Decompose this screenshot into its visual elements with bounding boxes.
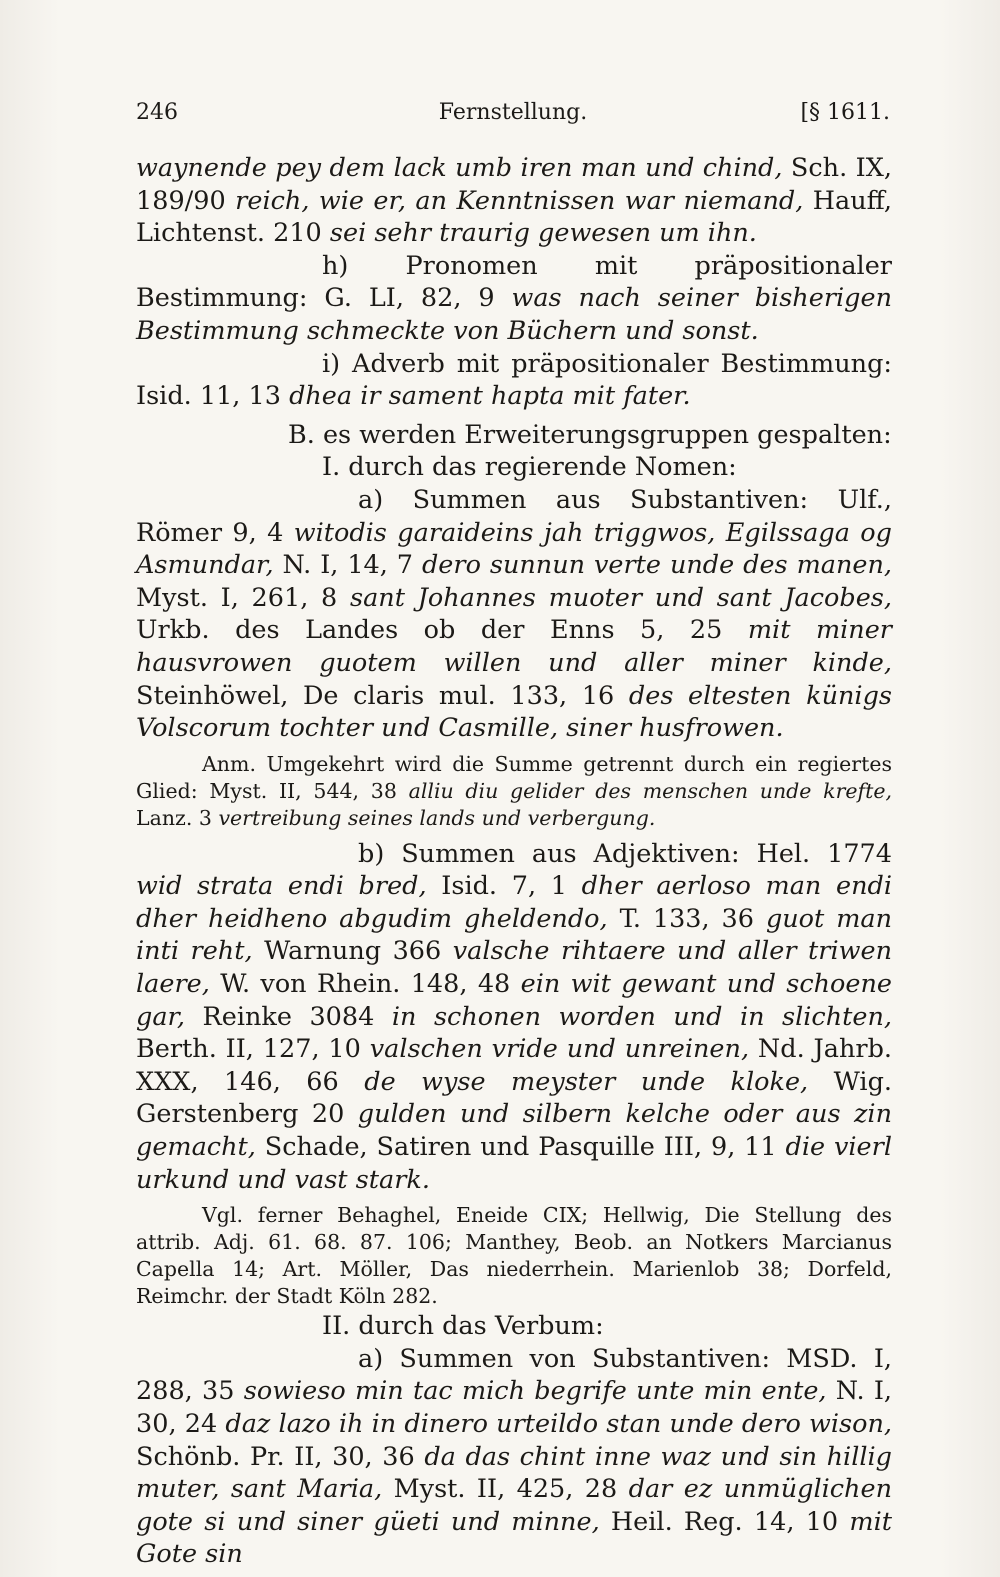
quotation-text: dar ez unmüglichen gote si und siner güeti und minne, (136, 1474, 892, 1537)
body-text: Hauff, Lichtenst. 210 (136, 185, 892, 249)
body-text: Myst. I, 261, 8 (136, 582, 350, 613)
body-text: B. es werden Erweiterungsgruppen gespalten: (288, 419, 892, 450)
body-text: b) Summen aus Adjektiven: Hel. 1774 (358, 838, 892, 869)
body-text: Vgl. ferner Behaghel, Eneide CIX; Hellwig, Die Stellung des attrib. Adj. 61. 68. 87. 106; Manthey, Beob. an Notkers Marcianus Capella 14; Art. Möller, Das niederrhein. Marienlob 38; Dorfeld, Reimchr. der Stadt Köln 282. (136, 1203, 892, 1309)
quotation-text: mit Gote sin (136, 1506, 892, 1570)
quotation-text: was nach seiner bisherigen Bestimmung schmeckte von Büchern und sonst. (136, 283, 892, 346)
body-text: I. durch das regierende Nomen: (322, 452, 737, 483)
body-text: Nd. Jahrb. XXX, 146, 66 (136, 1034, 893, 1097)
body-text: N. I, 14, 7 (273, 550, 422, 581)
paragraph (136, 451, 892, 484)
paragraph (136, 419, 892, 452)
paragraph (136, 250, 892, 348)
page-body (136, 152, 892, 1571)
quotation-text: vertreibung seines lands und verbergung. (218, 805, 656, 830)
page-number: 246 (136, 100, 178, 125)
quotation-text: daz lazo ih in dinero urteildo stan unde dero wison, (225, 1409, 892, 1439)
body-text: Lanz. 3 (136, 805, 219, 830)
body-text: Reinke 3084 (185, 1001, 392, 1032)
quotation-text: des eltesten künigs Volscorum tochter und Casmille, siner husfrowen. (136, 680, 892, 744)
quotation-text: ein wit gewant und schoene gar, (136, 969, 892, 1032)
paragraph (136, 348, 892, 413)
body-text: Heil. Reg. 14, 10 (599, 1506, 850, 1537)
body-text: Schade, Satiren und Pasquille III, 9, 11 (255, 1132, 786, 1163)
paragraph (136, 152, 892, 250)
body-text: W. von Rhein. 148, 48 (209, 969, 521, 1000)
running-header (136, 100, 890, 134)
quotation-text: gulden und silbern kelche oder aus zin gemacht, (136, 1099, 892, 1163)
body-text: Warnung 366 (252, 936, 453, 967)
quotation-text: dhea ir sament hapta mit fater. (289, 381, 691, 412)
quotation-text: sei sehr traurig gewesen um ihn. (329, 218, 757, 249)
quotation-text: valschen vride und unreinen, (369, 1034, 750, 1065)
section-reference: [§ 1611. (800, 100, 890, 125)
quotation-text: in schonen worden und in slichten, (391, 1001, 892, 1032)
body-text: T. 133, 36 (607, 903, 766, 934)
body-text: a) Summen aus Substantiven: Ulf., Römer 9, 4 (136, 484, 892, 548)
quotation-text: witodis garaideins jah triggwos, Egilssaga og Asmundar, (136, 517, 892, 581)
quotation-text: die vierl urkund und vast stark. (136, 1132, 892, 1195)
body-text: Steinhöwel, De claris mul. 133, 16 (136, 680, 629, 711)
paragraph (136, 838, 892, 1197)
quotation-text: sant Johannes muoter und sant Jacobes, (349, 582, 892, 613)
quotation-text: mit miner hausvrowen guotem willen und aller miner kinde, (136, 615, 892, 678)
note-paragraph (136, 751, 892, 832)
body-text: N. I, 30, 24 (136, 1376, 893, 1439)
running-title: Fernstellung. (438, 100, 588, 125)
paragraph (136, 1343, 892, 1571)
quotation-text: de wyse meyster unde kloke, (364, 1066, 809, 1097)
quotation-text: alliu diu gelider des menschen unde krefte, (408, 778, 892, 803)
body-text: Myst. II, 425, 28 (382, 1474, 629, 1505)
body-text: Urkb. des Landes ob der Enns 5, 25 (136, 615, 748, 646)
body-text: II. durch das Verbum: (322, 1311, 604, 1342)
paragraph (136, 484, 892, 745)
quotation-text: dero sunnun verte unde des manen, (421, 550, 892, 581)
quotation-text: da das chint inne waz und sin hillig muter, sant Maria, (136, 1441, 893, 1505)
body-text: Isid. 7, 1 (426, 871, 582, 902)
quotation-text: sowieso min tac mich begrife unte min ente, (243, 1376, 827, 1407)
body-text: Anm. Umgekehrt wird die Summe getrennt durch ein regiertes Glied: Myst. II, 544, 38 (136, 751, 892, 803)
body-text: Berth. II, 127, 10 (136, 1034, 370, 1065)
quotation-text: guot man inti reht, (136, 903, 893, 967)
body-text: i) Adverb mit präpositionaler Bestimmung: Isid. 11, 13 (136, 348, 892, 412)
paragraph (136, 1310, 892, 1343)
quotation-text: waynende pey dem lack umb iren man und chind, (136, 153, 783, 183)
quotation-text: dher aerloso man endi dher heidheno abgudim gheldendo, (136, 871, 893, 934)
quotation-text: reich, wie er, an Kenntnissen war niemand, (235, 185, 804, 216)
body-text: Wig. Gerstenberg 20 (136, 1066, 893, 1130)
body-text: a) Summen von Substantiven: MSD. I, 288, 35 (136, 1343, 892, 1407)
body-text: Schönb. Pr. II, 30, 36 (136, 1441, 425, 1472)
body-text: h) Pronomen mit präpositionaler Bestimmung: G. LI, 82, 9 (136, 250, 892, 314)
quotation-text: valsche rihtaere und aller triwen laere, (136, 936, 892, 1000)
quotation-text: wid strata endi bred, (136, 871, 427, 902)
body-text: Sch. IX, 189/90 (136, 153, 892, 216)
note-paragraph (136, 1202, 892, 1310)
